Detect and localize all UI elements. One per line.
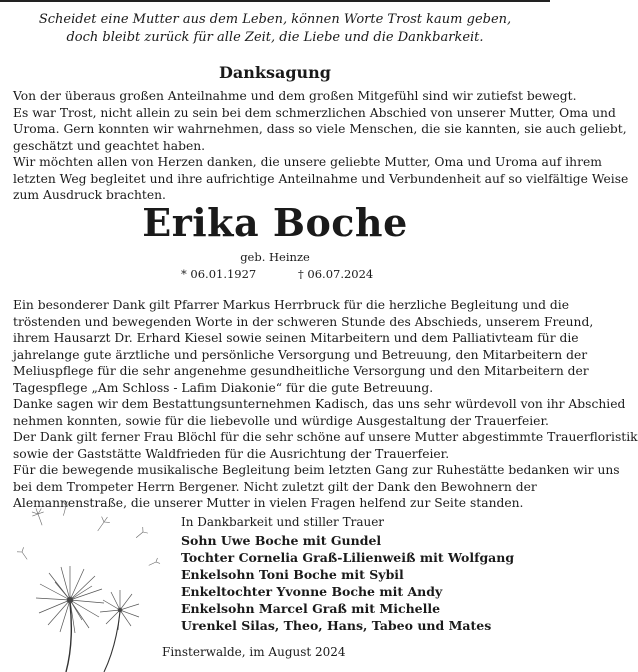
text-line: Ein besonderer Dank gilt Pfarrer Markus Herrbruck für die herzliche Begleitung und die bbox=[13, 298, 569, 312]
text-line: jahrelange gute ärztliche und persönliche Versorgung und Betreuung, den Mitarbeitern der bbox=[13, 347, 588, 362]
text-line: ihrem Hausarzt Dr. Erhard Kiesel sowie seinen Mitarbeitern und dem Palliativteam für die bbox=[13, 331, 579, 345]
mourners-list bbox=[181, 532, 514, 634]
mourner: Enkeltochter Yvonne Boche mit Andy bbox=[181, 584, 443, 599]
text-line: Uroma. Gern konnten wir wahrnehmen, dass so viele Menschen, die sie kannten, sie auch geliebt, bbox=[13, 122, 627, 136]
birth-date: * 06.01.1927 bbox=[181, 267, 257, 281]
text-line: Für die bewegende musikalische Begleitung beim letzten Gang zur Ruhestätte bedanken wir uns bbox=[13, 463, 620, 477]
text-line: Der Dank gilt ferner Frau Blöchl für die sehr schöne auf unsere Mutter abgestimmte Trauerfloristik bbox=[13, 430, 638, 444]
text-line: Wir möchten allen von Herzen danken, die unsere geliebte Mutter, Oma und Uroma auf ihrem bbox=[13, 155, 602, 169]
mourner: Tochter Cornelia Graß-Lilienweiß mit Wolfgang bbox=[181, 550, 515, 565]
text-line: zum Ausdruck brachten. bbox=[13, 188, 166, 202]
special-thanks-paragraph bbox=[13, 297, 638, 512]
mourner: Urenkel Silas, Theo, Hans, Tabeo und Mates bbox=[181, 618, 492, 633]
text-line: nehmen konnten, sowie für die liebevolle und würdige Ausgestaltung der Trauerfeier. bbox=[13, 413, 549, 428]
text-line: Tagespflege „Am Schloss - Lafim Diakonie“ für die gute Betreuung. bbox=[13, 380, 434, 395]
text-line: Es war Trost, nicht allein zu sein bei dem schmerzlichen Abschied von unserer Mutter, Oma und bbox=[13, 105, 616, 120]
deceased-name: Erika Boche bbox=[142, 200, 408, 245]
dandelion-icon bbox=[8, 492, 183, 672]
text-line: Von der überaus großen Anteilnahme und dem großen Mitgefühl sind wir zutiefst bewegt. bbox=[13, 89, 577, 103]
text-line: letzten Weg begleitet und ihre aufrichtige Anteilnahme und Verbundenheit auf so vielfältige Weise bbox=[13, 171, 629, 186]
text-line: sowie der Gaststätte Waldfrieden für die Ausrichtung der Trauerfeier. bbox=[13, 446, 450, 461]
text-line: geschätzt und geachtet haben. bbox=[13, 138, 206, 153]
mourner: Enkelsohn Marcel Graß mit Michelle bbox=[181, 601, 441, 616]
motto-line: doch bleibt zurück für alle Zeit, die Liebe und die Dankbarkeit. bbox=[66, 30, 484, 45]
text-line: tröstenden und bewegenden Worte in der schweren Stunde des Abschieds, unserem Freund, bbox=[13, 314, 594, 329]
text-line: Meliuspflege für die sehr angenehme gesundheitliche Versorgung und den Mitarbeitern der bbox=[13, 364, 589, 378]
mourner: Sohn Uwe Boche mit Gundel bbox=[181, 533, 382, 548]
heading-danksagung: Danksagung bbox=[219, 63, 331, 82]
text-line: bei dem Trompeter Herrn Bergener. Nicht zuletzt gilt der Dank den Bewohnern der bbox=[13, 479, 537, 494]
text-line: Danke sagen wir dem Bestattungsunternehmen Kadisch, das uns sehr würdevoll von ihr Abschied bbox=[13, 397, 626, 411]
text-line: Alemannenstraße, die unserer Mutter in vielen Fragen helfend zur Seite standen. bbox=[13, 496, 524, 510]
mourner: Enkelsohn Toni Boche mit Sybil bbox=[181, 567, 404, 582]
mourners-intro: In Dankbarkeit und stiller Trauer bbox=[181, 515, 385, 529]
motto bbox=[0, 11, 550, 47]
thanks-paragraph bbox=[13, 88, 629, 204]
maiden-name: geb. Heinze bbox=[240, 250, 310, 264]
death-date: † 06.07.2024 bbox=[298, 267, 374, 281]
motto-line: Scheidet eine Mutter aus dem Leben, können Worte Trost kaum geben, bbox=[38, 12, 512, 27]
place-date: Finsterwalde, im August 2024 bbox=[162, 645, 346, 659]
